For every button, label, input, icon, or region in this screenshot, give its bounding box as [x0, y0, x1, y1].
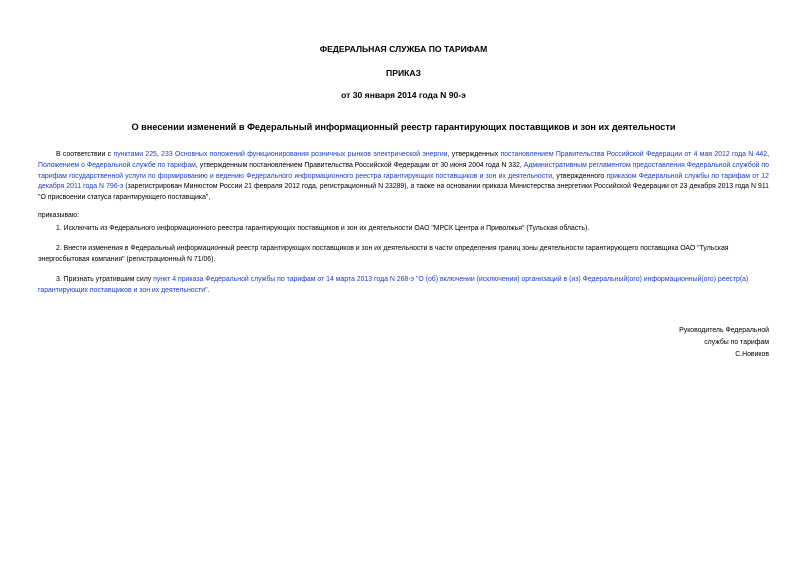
link-clause-225[interactable]: пунктами 225	[113, 151, 157, 158]
item-3	[38, 275, 769, 297]
agency-heading: ФЕДЕРАЛЬНАЯ СЛУЖБА ПО ТАРИФАМ	[319, 44, 488, 54]
document-title: О внесении изменений в Федеральный информационный реестр гарантирующих поставщиков и зон их деятельности	[131, 122, 676, 132]
order-word: приказываю:	[38, 212, 79, 219]
link-admin-regulation[interactable]: Административным регламентом предоставления Федеральной службой по тарифам государственной услуги по формированию и ведению Федерального информационного реестра гарантирующих поставщиков и зон их деятельности	[38, 161, 769, 180]
link-clause-233[interactable]: 233 Основных положений функционирования розничных рынков электрической энергии	[161, 151, 448, 158]
signature-block	[679, 325, 769, 360]
preamble-text: , утвержденного	[552, 172, 607, 180]
preamble-text: , утвержденных	[447, 151, 501, 158]
date-number-heading: от 30 января 2014 года N 90-э	[341, 90, 466, 100]
preamble-paragraph	[38, 150, 769, 204]
doc-type-heading: ПРИКАЗ	[386, 68, 421, 78]
preamble-text: ,	[156, 151, 162, 158]
item-2: 2. Внести изменения в Федеральный информационный реестр гарантирующих поставщиков и зон их деятельности в части определения границ зоны деятельности гарантирующего поставщика ОАО "Тульская энергосбытовая компания" (регистрационный N 71/06).	[38, 245, 729, 263]
signature-position: Руководитель Федеральной	[679, 327, 769, 334]
link-order-268[interactable]: пункт 4 приказа Федеральной службы по тарифам от 14 марта 2013 года N 268-э "О (об) включении (исключении) организаций в (из) Федеральный(ого) информационный(ого) реестр(а) гарантирующих поставщиков и зон их деятельности"	[38, 276, 749, 294]
link-order-796[interactable]: приказом Федеральной службы по тарифам от 12 декабря 2011 года N 796-э	[38, 172, 769, 191]
preamble-text: ,	[767, 151, 770, 158]
preamble-text: , утвержденным постановлением Правительства Российской Федерации от 30 июня 2004 года N 332,	[195, 161, 524, 169]
signature-position-2: службы по тарифам	[704, 338, 769, 346]
link-regulation-fst[interactable]: Положением о Федеральной службе по тарифам	[38, 161, 196, 169]
item-3-text: 3. Признать утратившим силу	[56, 276, 154, 283]
signature-name: С.Новиков	[735, 350, 769, 358]
preamble-text: В соответствии с	[56, 151, 114, 158]
item-1: 1. Исключить из Федерального информационного реестра гарантирующих поставщиков и зон их деятельности ОАО "МРСК Центра и Приволжья" (Тульская область).	[56, 225, 590, 232]
preamble-text: (зарегистрирован Минюстом России 21 февраля 2012 года, регистрационный N 23289), а также на основании приказа Министерства энергетики Российской Федерации от 23 декабря 2013 года N 911 "О присвоении статуса гарантирующего поставщика",	[38, 183, 769, 202]
link-resolution-442[interactable]: постановлением Правительства Российской Федерации от 4 мая 2012 года N 442	[500, 151, 768, 158]
item-3-text: .	[207, 286, 210, 294]
